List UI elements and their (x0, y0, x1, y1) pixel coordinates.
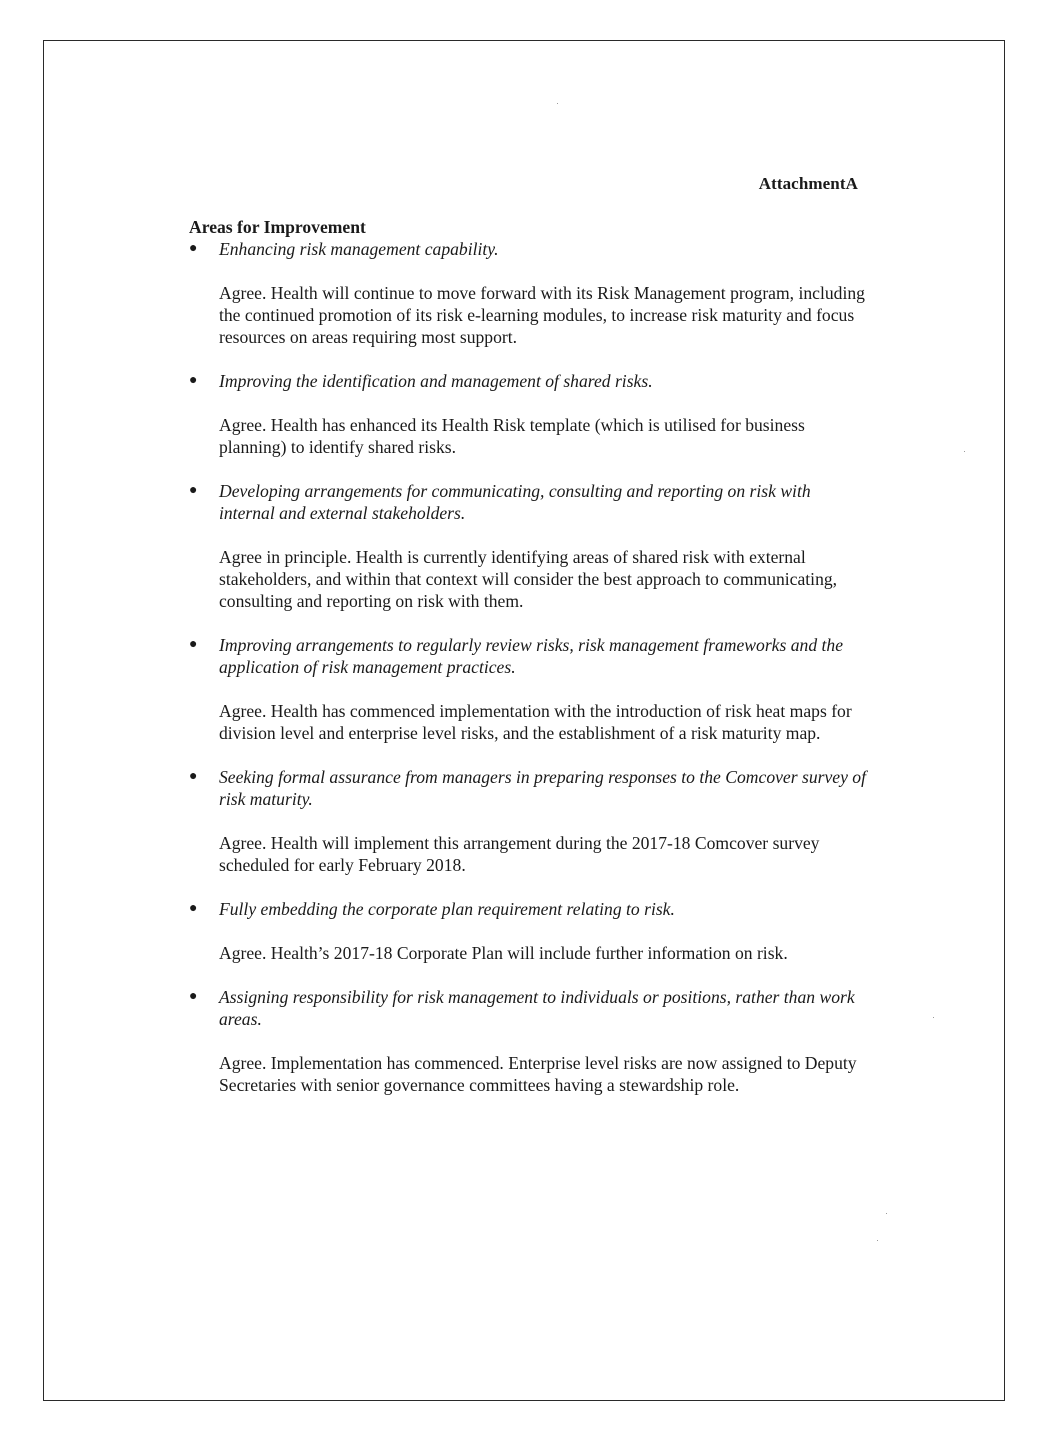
item-title: Developing arrangements for communicating, consulting and reporting on risk with internal and external stakeholders. (219, 481, 811, 523)
bullet-icon: ● (189, 989, 198, 1004)
improvement-item (189, 634, 869, 744)
scan-speck (557, 103, 558, 104)
item-title: Improving arrangements to regularly review risks, risk management frameworks and the application of risk management practices. (219, 635, 844, 677)
bullet-icon: ● (189, 901, 198, 916)
improvement-item (189, 238, 869, 348)
bullet-icon: ● (189, 769, 198, 784)
item-response: Agree. Implementation has commenced. Enterprise level risks are now assigned to Deputy Secretaries with senior governance committees having a stewardship role. (219, 1053, 857, 1095)
item-title: Fully embedding the corporate plan requirement relating to risk. (219, 899, 675, 919)
item-response: Agree. Health has commenced implementation with the introduction of risk heat maps for division level and enterprise level risks, and the establishment of a risk maturity map. (219, 701, 852, 743)
improvement-item (189, 766, 869, 876)
bullet-icon: ● (189, 373, 198, 388)
item-title: Improving the identification and management of shared risks. (219, 371, 653, 391)
scan-speck (964, 451, 965, 452)
item-response: Agree. Health’s 2017-18 Corporate Plan will include further information on risk. (219, 943, 788, 963)
improvement-item (189, 986, 869, 1096)
improvement-item (189, 898, 869, 964)
document-body (189, 216, 869, 1096)
item-response: Agree in principle. Health is currently identifying areas of shared risk with external stakeholders, and within that context will consider the best approach to communicating, consulting and reporting on risk with them. (219, 547, 838, 611)
bullet-icon: ● (189, 637, 198, 652)
section-heading: Areas for Improvement (189, 217, 366, 237)
item-response: Agree. Health will implement this arrangement during the 2017-18 Comcover survey scheduled for early February 2018. (219, 833, 820, 875)
scan-speck (886, 1213, 887, 1214)
attachment-label: AttachmentA (758, 174, 858, 193)
bullet-icon: ● (189, 483, 198, 498)
item-response: Agree. Health will continue to move forward with its Risk Management program, including the continued promotion of its risk e-learning modules, to increase risk maturity and focus resources on areas requiring most support. (219, 283, 865, 347)
scan-speck (877, 1240, 878, 1241)
scan-speck (933, 1017, 934, 1018)
item-title: Seeking formal assurance from managers in preparing responses to the Comcover survey of risk maturity. (219, 767, 866, 809)
improvement-item (189, 370, 869, 458)
bullet-icon: ● (189, 241, 198, 256)
item-title: Enhancing risk management capability. (219, 239, 499, 259)
improvement-item (189, 480, 869, 612)
item-title: Assigning responsibility for risk management to individuals or positions, rather than work areas. (219, 987, 855, 1029)
item-response: Agree. Health has enhanced its Health Risk template (which is utilised for business planning) to identify shared risks. (219, 415, 805, 457)
